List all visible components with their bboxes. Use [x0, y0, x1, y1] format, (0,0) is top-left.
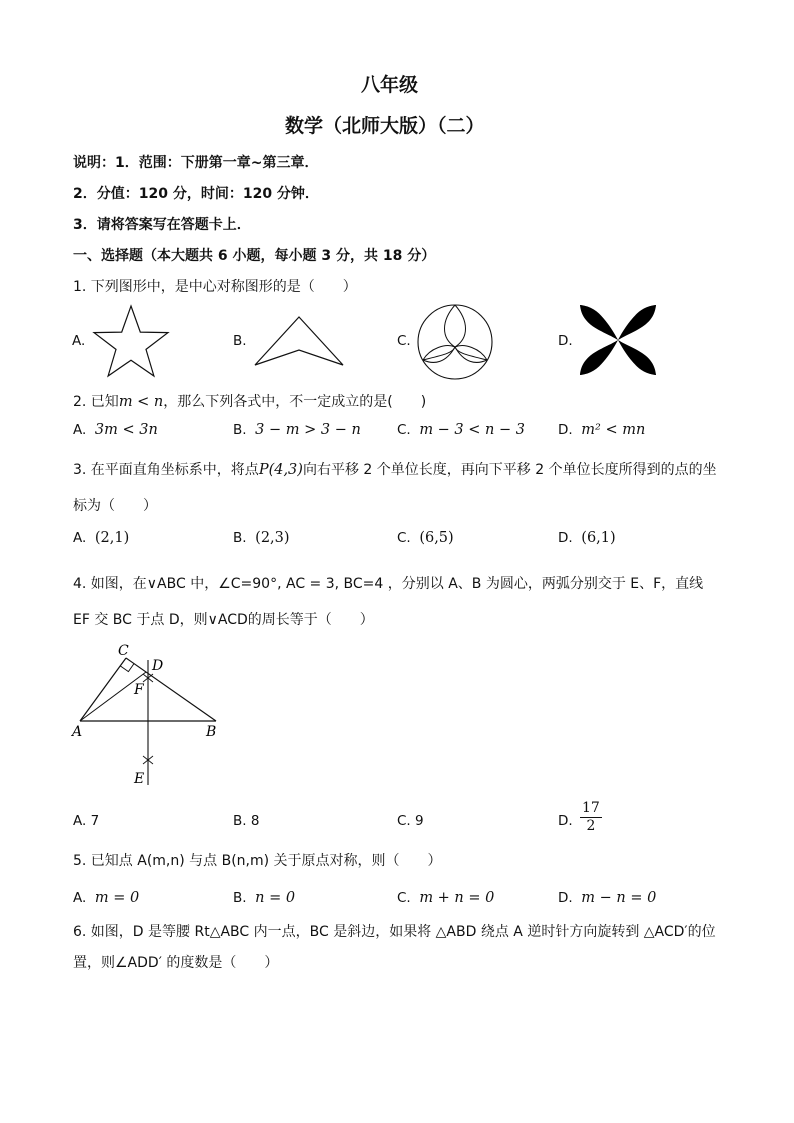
q2-option-c	[397, 422, 525, 438]
note-2: 2．分值：120 分，时间：120 分钟．	[73, 186, 319, 202]
q2-option-d-math: m² < mn	[581, 422, 646, 438]
q5-option-c	[397, 890, 494, 906]
star-icon	[92, 304, 170, 378]
q5-option-b-letter: B.	[233, 890, 247, 906]
q4-option-b-letter: B.	[233, 813, 247, 829]
q3-option-c-letter: C.	[397, 530, 411, 546]
q5-option-a	[73, 890, 139, 906]
q3-option-c	[397, 530, 454, 546]
fig-label-a: A	[72, 724, 83, 740]
q1-stem: 1. 下列图形中，是中心对称图形的是（ ）	[73, 279, 357, 295]
fraction-numerator: 17	[582, 800, 600, 816]
q4-option-c-value: 9	[415, 813, 424, 829]
q3-option-d	[558, 530, 616, 546]
fig-label-d: D	[152, 658, 164, 674]
q4-option-d-letter: D.	[558, 813, 573, 829]
q4-option-c	[397, 813, 424, 829]
q3-stem-post: 向右平移 2 个单位长度，再向下平移 2 个单位长度所得到的点的坐	[302, 462, 717, 478]
q2-option-a-math: 3m < 3n	[94, 422, 158, 438]
q3-option-a-letter: A.	[73, 530, 87, 546]
q4-option-b-value: 8	[250, 813, 260, 829]
q5-option-d-math: m − n = 0	[581, 890, 657, 906]
q5-option-d	[558, 890, 656, 906]
trefoil-circle-icon	[416, 303, 494, 381]
q3-option-c-math: (6,5)	[419, 530, 454, 546]
subject-title: 数学（北师大版）（二）	[285, 115, 485, 137]
grade-title: 八年级	[361, 74, 419, 96]
q4-stem-line2: EF 交 BC 于点 D，则∨ACD的周长等于（ ）	[73, 612, 374, 628]
q5-option-a-letter: A.	[73, 890, 87, 906]
q4-option-c-letter: C.	[397, 813, 411, 829]
q3-option-b-math: (2,3)	[255, 530, 290, 546]
q3-stem-pre: 3. 在平面直角坐标系中，将点	[73, 462, 259, 478]
q4-triangle-figure	[66, 640, 226, 792]
note-1: 说明：1．范围：下册第一章~第三章．	[73, 155, 319, 171]
q3-option-a-math: (2,1)	[94, 530, 130, 546]
q5-option-d-letter: D.	[558, 890, 573, 906]
q2-stem	[73, 391, 426, 411]
q6-stem-line1: 6. 如图，D 是等腰 Rt△ABC 内一点，BC 是斜边，如果将 △ABD 绕点 A 逆时针方向旋转到 △ACD′的位	[73, 924, 716, 940]
q5-option-c-letter: C.	[397, 890, 411, 906]
fig-label-f: F	[134, 682, 144, 698]
q2-stem-math: m < n	[118, 394, 164, 410]
q3-option-b	[233, 530, 290, 546]
fig-label-e: E	[134, 771, 145, 787]
arrowhead-icon	[253, 314, 345, 370]
q4-option-a-letter: A.	[73, 813, 87, 829]
q3-option-d-math: (6,1)	[581, 530, 616, 546]
q2-option-b-letter: B.	[233, 422, 247, 438]
q4-option-d-fraction	[580, 800, 602, 835]
q5-stem: 5. 已知点 A(m,n) 与点 B(n,m) 关于原点对称，则（ ）	[73, 853, 442, 869]
q5-option-b	[233, 890, 295, 906]
q1-option-d-label: D.	[558, 333, 573, 349]
q4-stem-line1: 4. 如图，在∨ABC 中，∠C=90°, AC = 3, BC=4 ，分别以 A、B 为圆心，两弧分别交于 E、F，直线	[73, 576, 704, 592]
q2-option-c-letter: C.	[397, 422, 411, 438]
q1-option-c-label: C.	[397, 333, 411, 349]
four-petal-icon	[578, 303, 658, 377]
q2-option-d	[558, 422, 645, 438]
q5-option-c-math: m + n = 0	[419, 890, 495, 906]
q4-option-a-value: 7	[90, 813, 100, 829]
q1-option-a-label: A.	[72, 333, 86, 349]
fraction-denominator: 2	[586, 818, 596, 834]
q5-option-b-math: n = 0	[255, 890, 296, 906]
q3-option-a	[73, 530, 129, 546]
q2-option-b-math: 3 − m > 3 − n	[255, 422, 361, 438]
note-3: 3．请将答案写在答题卡上．	[73, 217, 251, 233]
q2-option-c-math: m − 3 < n − 3	[419, 422, 525, 438]
q3-option-d-letter: D.	[558, 530, 573, 546]
q6-stem-line2: 置，则∠ADD′ 的度数是（ ）	[73, 955, 279, 971]
q5-option-a-math: m = 0	[94, 890, 140, 906]
q1-option-b-label: B.	[233, 333, 247, 349]
q2-option-b	[233, 422, 361, 438]
q2-option-d-letter: D.	[558, 422, 573, 438]
q3-stem-line1	[73, 459, 717, 479]
q3-option-b-letter: B.	[233, 530, 247, 546]
section-heading: 一、选择题（本大题共 6 小题，每小题 3 分，共 18 分）	[73, 248, 436, 264]
q4-option-b	[233, 813, 259, 829]
fig-label-b: B	[206, 724, 217, 740]
fig-label-c: C	[118, 643, 129, 659]
q2-stem-pre: 2. 已知	[73, 394, 119, 410]
q3-stem-math: P(4,3)	[258, 462, 303, 478]
q3-stem-line2: 标为（ ）	[73, 498, 157, 514]
q2-stem-post: ，那么下列各式中，不一定成立的是( )	[163, 394, 427, 410]
q2-option-a	[73, 422, 158, 438]
q2-option-a-letter: A.	[73, 422, 87, 438]
q4-option-a	[73, 813, 99, 829]
